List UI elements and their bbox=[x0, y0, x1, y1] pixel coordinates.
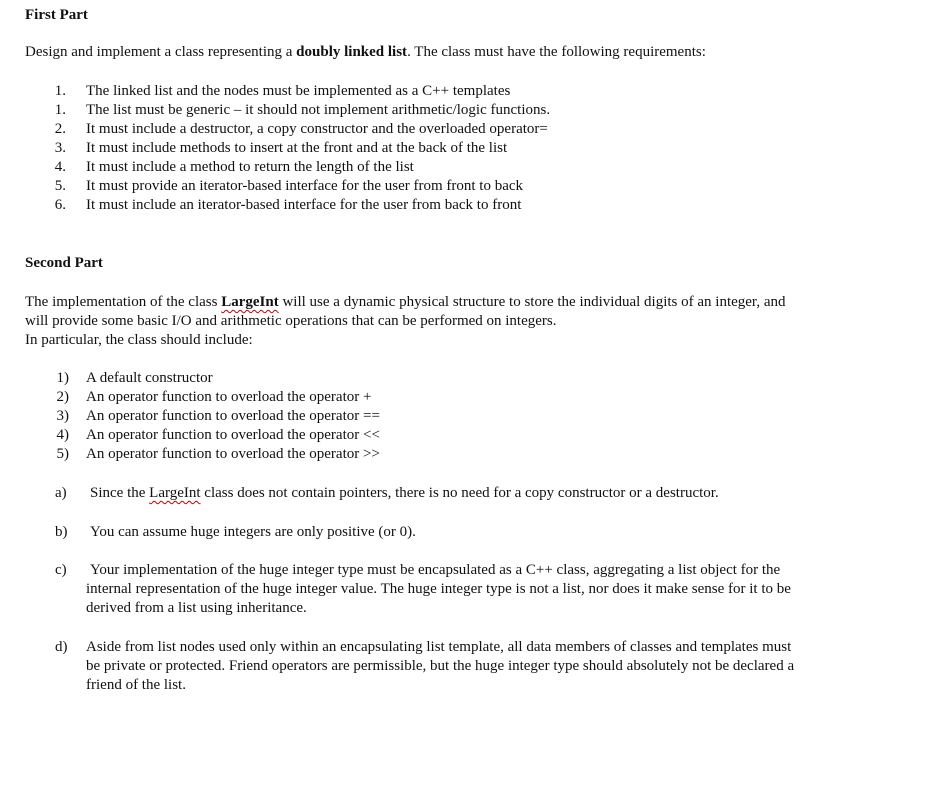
intro-line-1-before: The implementation of the class bbox=[25, 294, 222, 310]
intro-line-1-after: will use a dynamic physical structure to store the individual digits of an integer, and bbox=[278, 294, 786, 310]
first-part-heading: First Part bbox=[25, 7, 88, 23]
second-part-intro bbox=[25, 293, 785, 350]
list-item-number: 2. bbox=[54, 121, 66, 137]
list-item-text: It must include a destructor, a copy constructor and the overloaded operator= bbox=[86, 121, 548, 137]
list-item-number: 1. bbox=[54, 102, 66, 118]
note-a-after: class does not contain pointers, there is no need for a copy constructor or a destructor. bbox=[200, 485, 719, 501]
list-item-number: 3. bbox=[54, 140, 66, 156]
note-label: a) bbox=[55, 485, 67, 501]
first-part-intro bbox=[25, 43, 706, 62]
list-item-text: The linked list and the nodes must be implemented as a C++ templates bbox=[86, 83, 511, 99]
list-item-number: 1) bbox=[56, 370, 69, 386]
note-label: d) bbox=[55, 639, 68, 655]
list-item-number: 1. bbox=[54, 83, 66, 99]
note-a-before: Since the bbox=[90, 485, 150, 501]
note-line: friend of the list. bbox=[86, 677, 186, 693]
note-line: Aside from list nodes used only within an encapsulating list template, all data members of classes and templates must bbox=[86, 639, 792, 655]
note-line: be private or protected. Friend operators are permissible, but the huge integer type should absolutely not be declared a bbox=[86, 658, 795, 674]
list-item-number: 3) bbox=[56, 408, 69, 424]
list-item-number: 6. bbox=[54, 197, 66, 213]
intro-bold-term: doubly linked list bbox=[296, 44, 408, 60]
note-label: c) bbox=[55, 562, 67, 578]
list-item-text: It must provide an iterator-based interface for the user from front to back bbox=[86, 178, 524, 194]
list-item-text: An operator function to overload the operator << bbox=[86, 427, 380, 443]
note-line: derived from a list using inheritance. bbox=[86, 600, 307, 616]
list-item-text: It must include methods to insert at the front and at the back of the list bbox=[86, 140, 508, 156]
list-item-number: 5) bbox=[56, 446, 69, 462]
note-text bbox=[90, 484, 719, 503]
list-item-text: The list must be generic – it should not implement arithmetic/logic functions. bbox=[86, 102, 551, 118]
list-item-number: 5. bbox=[54, 178, 66, 194]
intro-text-after: . The class must have the following requirements: bbox=[407, 44, 706, 60]
list-item-text: It must include a method to return the length of the list bbox=[86, 159, 414, 175]
note-text: You can assume huge integers are only positive (or 0). bbox=[90, 524, 416, 540]
list-item-text: It must include an iterator-based interface for the user from back to front bbox=[86, 197, 522, 213]
list-item-text: An operator function to overload the operator == bbox=[86, 408, 380, 424]
list-item-number: 4. bbox=[54, 159, 66, 175]
note-line: Your implementation of the huge integer type must be encapsulated as a C++ class, aggregating a list object for the bbox=[90, 562, 781, 578]
list-item-text: A default constructor bbox=[86, 370, 213, 386]
class-name-largeint: LargeInt bbox=[149, 485, 201, 501]
intro-text-before: Design and implement a class representing a bbox=[25, 44, 297, 60]
note-line: internal representation of the huge integer value. The huge integer type is not a list, nor does it make sense for it to be bbox=[86, 581, 791, 597]
intro-line-2: will provide some basic I/O and arithmetic operations that can be performed on integers. bbox=[25, 313, 557, 329]
list-item-text: An operator function to overload the operator + bbox=[86, 389, 372, 405]
list-item-text: An operator function to overload the operator >> bbox=[86, 446, 380, 462]
list-item-number: 4) bbox=[56, 427, 69, 443]
note-text bbox=[86, 638, 794, 695]
intro-line-1 bbox=[25, 293, 785, 312]
class-name-largeint: LargeInt bbox=[221, 294, 279, 310]
note-label: b) bbox=[55, 524, 68, 540]
intro-line-3: In particular, the class should include: bbox=[25, 332, 253, 348]
second-part-heading: Second Part bbox=[25, 255, 103, 271]
list-item-number: 2) bbox=[56, 389, 69, 405]
note-text bbox=[86, 561, 791, 618]
